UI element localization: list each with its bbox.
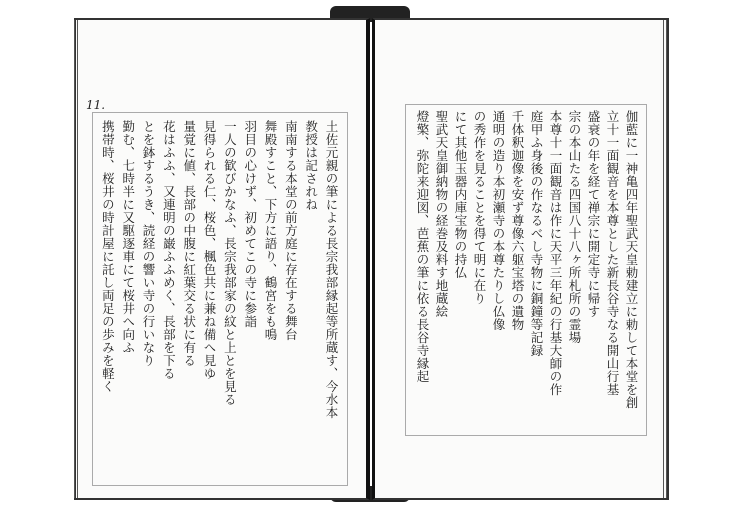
left-column: 一人の歓びかなふ、長宗我部家の紋と上とを見る bbox=[222, 120, 238, 406]
left-column: 南南する本堂の前方庭に存在する舞台 bbox=[283, 120, 299, 341]
left-column: 花はふふ、又連明の巌ふふめく、長部を下る bbox=[161, 120, 177, 380]
left-column: 土佐元親の筆による長宗我部縁起等所蔵す、今水本 bbox=[324, 120, 339, 419]
page-number: 11. bbox=[86, 98, 106, 112]
right-column: 宗の本山たる四国八十八ヶ所札所の霊場 bbox=[567, 110, 582, 344]
left-column: 量覚に値、長部の中腹に紅葉交る状に有る bbox=[181, 120, 197, 367]
left-text-columns bbox=[98, 120, 342, 480]
right-column: 燈檠、弥陀来迎図、芭蕉の筆に依る長谷寺縁起 bbox=[415, 110, 430, 383]
left-column: 勤む、七時半に又駆逐車にて桜井へ向ふ bbox=[120, 120, 136, 354]
right-text-columns bbox=[411, 110, 641, 430]
right-column: 盛衰の年を経て禅宗に開定寺に帰す bbox=[586, 110, 601, 318]
right-column: にて其他玉器内庫宝物の持仏 bbox=[453, 110, 468, 279]
left-column: 舞殿すこと、下方に語り、鶴宮をも鳴 bbox=[263, 120, 279, 341]
right-column: の秀作を見ることを得て明に在り bbox=[472, 110, 487, 305]
right-page bbox=[372, 18, 669, 500]
left-column: 見得られる仁、桜色、楓色共に兼ね備へ見ゆ bbox=[202, 120, 218, 380]
left-column: 教授は記されね bbox=[303, 120, 319, 211]
left-column: とを鉢するうき、読経の響い寺の行いなり bbox=[141, 120, 157, 367]
left-column: 携帯時、桜井の時計屋に託し両足の歩みを軽く bbox=[100, 120, 116, 393]
right-column: 千体釈迦像を安ず尊像六躯宝塔の遺物 bbox=[510, 110, 525, 331]
left-column: 羽目の心けず、初めてこの寺に参詣 bbox=[242, 120, 258, 328]
right-column: 聖武天皇御納物の経巻及料す地蔵絵 bbox=[434, 110, 449, 318]
right-column: 庭甲ふ身後の作なるべし寺物に銅鐘等記録 bbox=[529, 110, 544, 357]
left-page bbox=[74, 18, 370, 500]
left-page-edge bbox=[74, 20, 80, 498]
right-column: 本尊十一面観音は作に天平三年紀の行基大師の作 bbox=[548, 110, 563, 396]
right-column: 通明の造り本初瀬寺の本尊たりし仏像 bbox=[491, 110, 506, 331]
right-page-edge bbox=[663, 20, 669, 498]
right-column: 伽藍に一神亀四年聖武天皇勅建立に勅して本堂を創 bbox=[624, 110, 639, 409]
right-column: 立十一面観音を本尊とした新長谷寺なる開山行基 bbox=[605, 110, 620, 396]
